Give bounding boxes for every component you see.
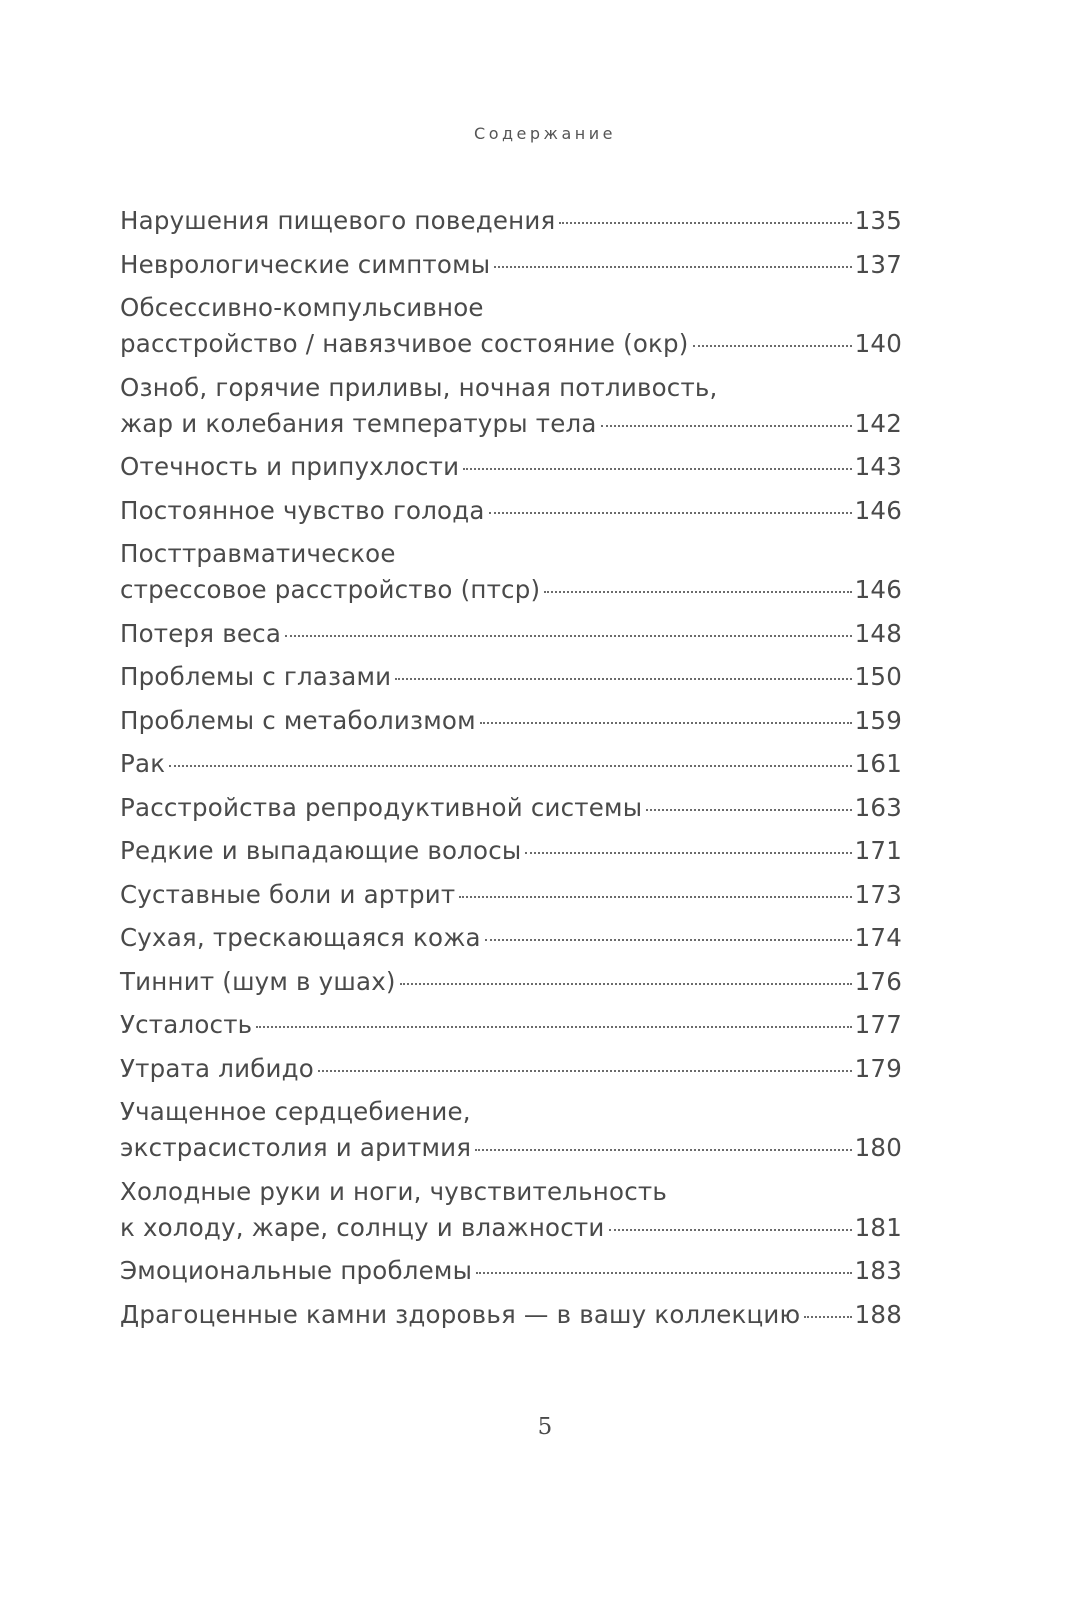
- toc-entry-page: 173: [854, 879, 902, 909]
- toc-entry[interactable]: [120, 1051, 902, 1095]
- toc-entry-title: Неврологические симптомы: [120, 249, 491, 279]
- dot-leader: [559, 222, 851, 224]
- toc-entry[interactable]: [120, 964, 902, 1008]
- toc-entry-title: стрессовое расстройство (птср): [120, 575, 541, 604]
- toc-entry-title: Проблемы с глазами: [120, 662, 392, 691]
- toc-entry-page: 159: [854, 705, 902, 735]
- dot-leader: [480, 722, 852, 724]
- toc-entry[interactable]: [120, 290, 902, 370]
- toc-entry-title: Проблемы с метаболизмом: [120, 705, 476, 735]
- toc-entry[interactable]: [120, 449, 902, 493]
- toc-entry-page: 180: [854, 1133, 902, 1162]
- toc-line: [120, 616, 902, 660]
- toc-line: [120, 659, 902, 703]
- toc-entry[interactable]: [120, 877, 902, 921]
- toc-entry[interactable]: [120, 703, 902, 747]
- page-number: 5: [537, 1414, 553, 1440]
- toc-entry-title: Посттравматическое: [120, 539, 396, 568]
- dot-leader: [400, 983, 852, 985]
- toc-entry[interactable]: [120, 1007, 902, 1051]
- toc-line: [120, 964, 902, 1008]
- dot-leader: [485, 939, 852, 941]
- toc-entry-title: к холоду, жаре, солнцу и влажности: [120, 1212, 605, 1242]
- toc-line: [120, 703, 902, 747]
- dot-leader: [609, 1229, 852, 1231]
- toc-entry[interactable]: [120, 203, 902, 247]
- dot-leader: [476, 1272, 851, 1274]
- toc-entry-page: 183: [854, 1256, 902, 1285]
- toc-line: [120, 203, 902, 247]
- toc-line: [120, 406, 902, 450]
- toc-entry-title: Расстройства репродуктивной системы: [120, 792, 643, 822]
- toc-entry[interactable]: [120, 1297, 902, 1341]
- dot-leader: [804, 1316, 851, 1318]
- toc-entry-page: 143: [854, 452, 902, 481]
- toc-entry-title: Отечность и припухлости: [120, 452, 460, 481]
- toc-entry-title: Драгоценные камни здоровья — в вашу коллекцию: [120, 1299, 801, 1329]
- dot-leader: [475, 1149, 851, 1151]
- toc-line: [120, 1130, 902, 1174]
- toc-entry-title: Обсессивно-компульсивное: [120, 293, 484, 322]
- toc-entry[interactable]: [120, 1174, 902, 1254]
- toc-line: [120, 877, 902, 921]
- toc-line: [120, 1297, 902, 1341]
- dot-leader: [693, 345, 852, 347]
- toc-entry[interactable]: [120, 790, 902, 834]
- toc-entry-title: расстройство / навязчивое состояние (окр): [120, 329, 689, 358]
- toc-entry[interactable]: [120, 536, 902, 616]
- toc-entry[interactable]: [120, 746, 902, 790]
- toc-line: [120, 572, 902, 616]
- toc-entry-title: Потеря веса: [120, 618, 282, 648]
- toc-entry[interactable]: [120, 920, 902, 964]
- toc-entry-page: 150: [854, 662, 902, 691]
- toc-entry-page: 148: [854, 618, 902, 648]
- toc-entry-title: Эмоциональные проблемы: [120, 1256, 473, 1285]
- toc-entry-page: 163: [854, 792, 902, 822]
- toc-entry-page: 146: [854, 495, 902, 525]
- toc-entry-title: Сухая, трескающаяся кожа: [120, 923, 481, 952]
- toc-entry-title: Нарушения пищевого поведения: [120, 206, 556, 235]
- toc-entry-page: 179: [854, 1053, 902, 1083]
- toc-entry-page: 174: [854, 923, 902, 952]
- toc-entry-title: Усталость: [120, 1010, 253, 1039]
- toc-line: [120, 290, 902, 326]
- table-of-contents: [120, 203, 902, 1340]
- toc-entry[interactable]: [120, 1094, 902, 1174]
- toc-line: [120, 1253, 902, 1297]
- dot-leader: [601, 425, 852, 427]
- toc-entry[interactable]: [120, 616, 902, 660]
- toc-line: [120, 247, 902, 291]
- dot-leader: [544, 591, 851, 593]
- dot-leader: [494, 266, 851, 268]
- toc-entry-page: 177: [854, 1010, 902, 1039]
- dot-leader: [463, 468, 851, 470]
- toc-entry-title: Холодные руки и ноги, чувствительность: [120, 1176, 667, 1206]
- toc-entry-title: Тиннит (шум в ушах): [120, 966, 396, 996]
- toc-entry-title: Учащенное сердцебиение,: [120, 1097, 471, 1126]
- toc-entry-title: экстрасистолия и аритмия: [120, 1133, 472, 1162]
- toc-line: [120, 536, 902, 572]
- toc-entry-title: Постоянное чувство голода: [120, 495, 485, 525]
- toc-line: [120, 326, 902, 370]
- toc-entry[interactable]: [120, 247, 902, 291]
- toc-line: [120, 1051, 902, 1095]
- toc-entry-title: Озноб, горячие приливы, ночная потливость,: [120, 372, 718, 402]
- toc-line: [120, 449, 902, 493]
- dot-leader: [489, 512, 852, 514]
- dot-leader: [318, 1070, 852, 1072]
- toc-entry[interactable]: [120, 493, 902, 537]
- toc-entry-page: 181: [854, 1212, 902, 1242]
- toc-entry-page: 146: [854, 575, 902, 604]
- toc-line: [120, 790, 902, 834]
- toc-entry-title: Редкие и выпадающие волосы: [120, 836, 522, 865]
- toc-entry-title: жар и колебания температуры тела: [120, 408, 597, 438]
- dot-leader: [525, 852, 851, 854]
- toc-entry-page: 171: [854, 836, 902, 865]
- dot-leader: [285, 635, 852, 637]
- toc-entry-title: Суставные боли и артрит: [120, 879, 456, 909]
- toc-entry-page: 137: [854, 249, 902, 279]
- toc-entry[interactable]: [120, 370, 902, 450]
- toc-line: [120, 746, 902, 790]
- toc-line: [120, 1007, 902, 1051]
- toc-line: [120, 920, 902, 964]
- toc-line: [120, 1174, 902, 1210]
- dot-leader: [646, 809, 851, 811]
- toc-entry[interactable]: [120, 1253, 902, 1297]
- dot-leader: [169, 765, 851, 767]
- toc-entry-page: 135: [854, 206, 902, 235]
- toc-entry-title: Рак: [120, 749, 166, 778]
- running-head: Содержание: [474, 124, 616, 143]
- toc-entry-page: 176: [854, 966, 902, 996]
- toc-entry-page: 142: [854, 408, 902, 438]
- toc-entry-page: 161: [854, 749, 902, 778]
- toc-entry-page: 140: [854, 329, 902, 358]
- toc-line: [120, 833, 902, 877]
- dot-leader: [256, 1026, 851, 1028]
- dot-leader: [395, 678, 851, 680]
- toc-entry[interactable]: [120, 833, 902, 877]
- toc-line: [120, 370, 902, 406]
- dot-leader: [459, 896, 851, 898]
- toc-entry[interactable]: [120, 659, 902, 703]
- toc-line: [120, 493, 902, 537]
- toc-line: [120, 1210, 902, 1254]
- toc-entry-title: Утрата либидо: [120, 1053, 314, 1083]
- toc-entry-page: 188: [854, 1299, 902, 1329]
- toc-line: [120, 1094, 902, 1130]
